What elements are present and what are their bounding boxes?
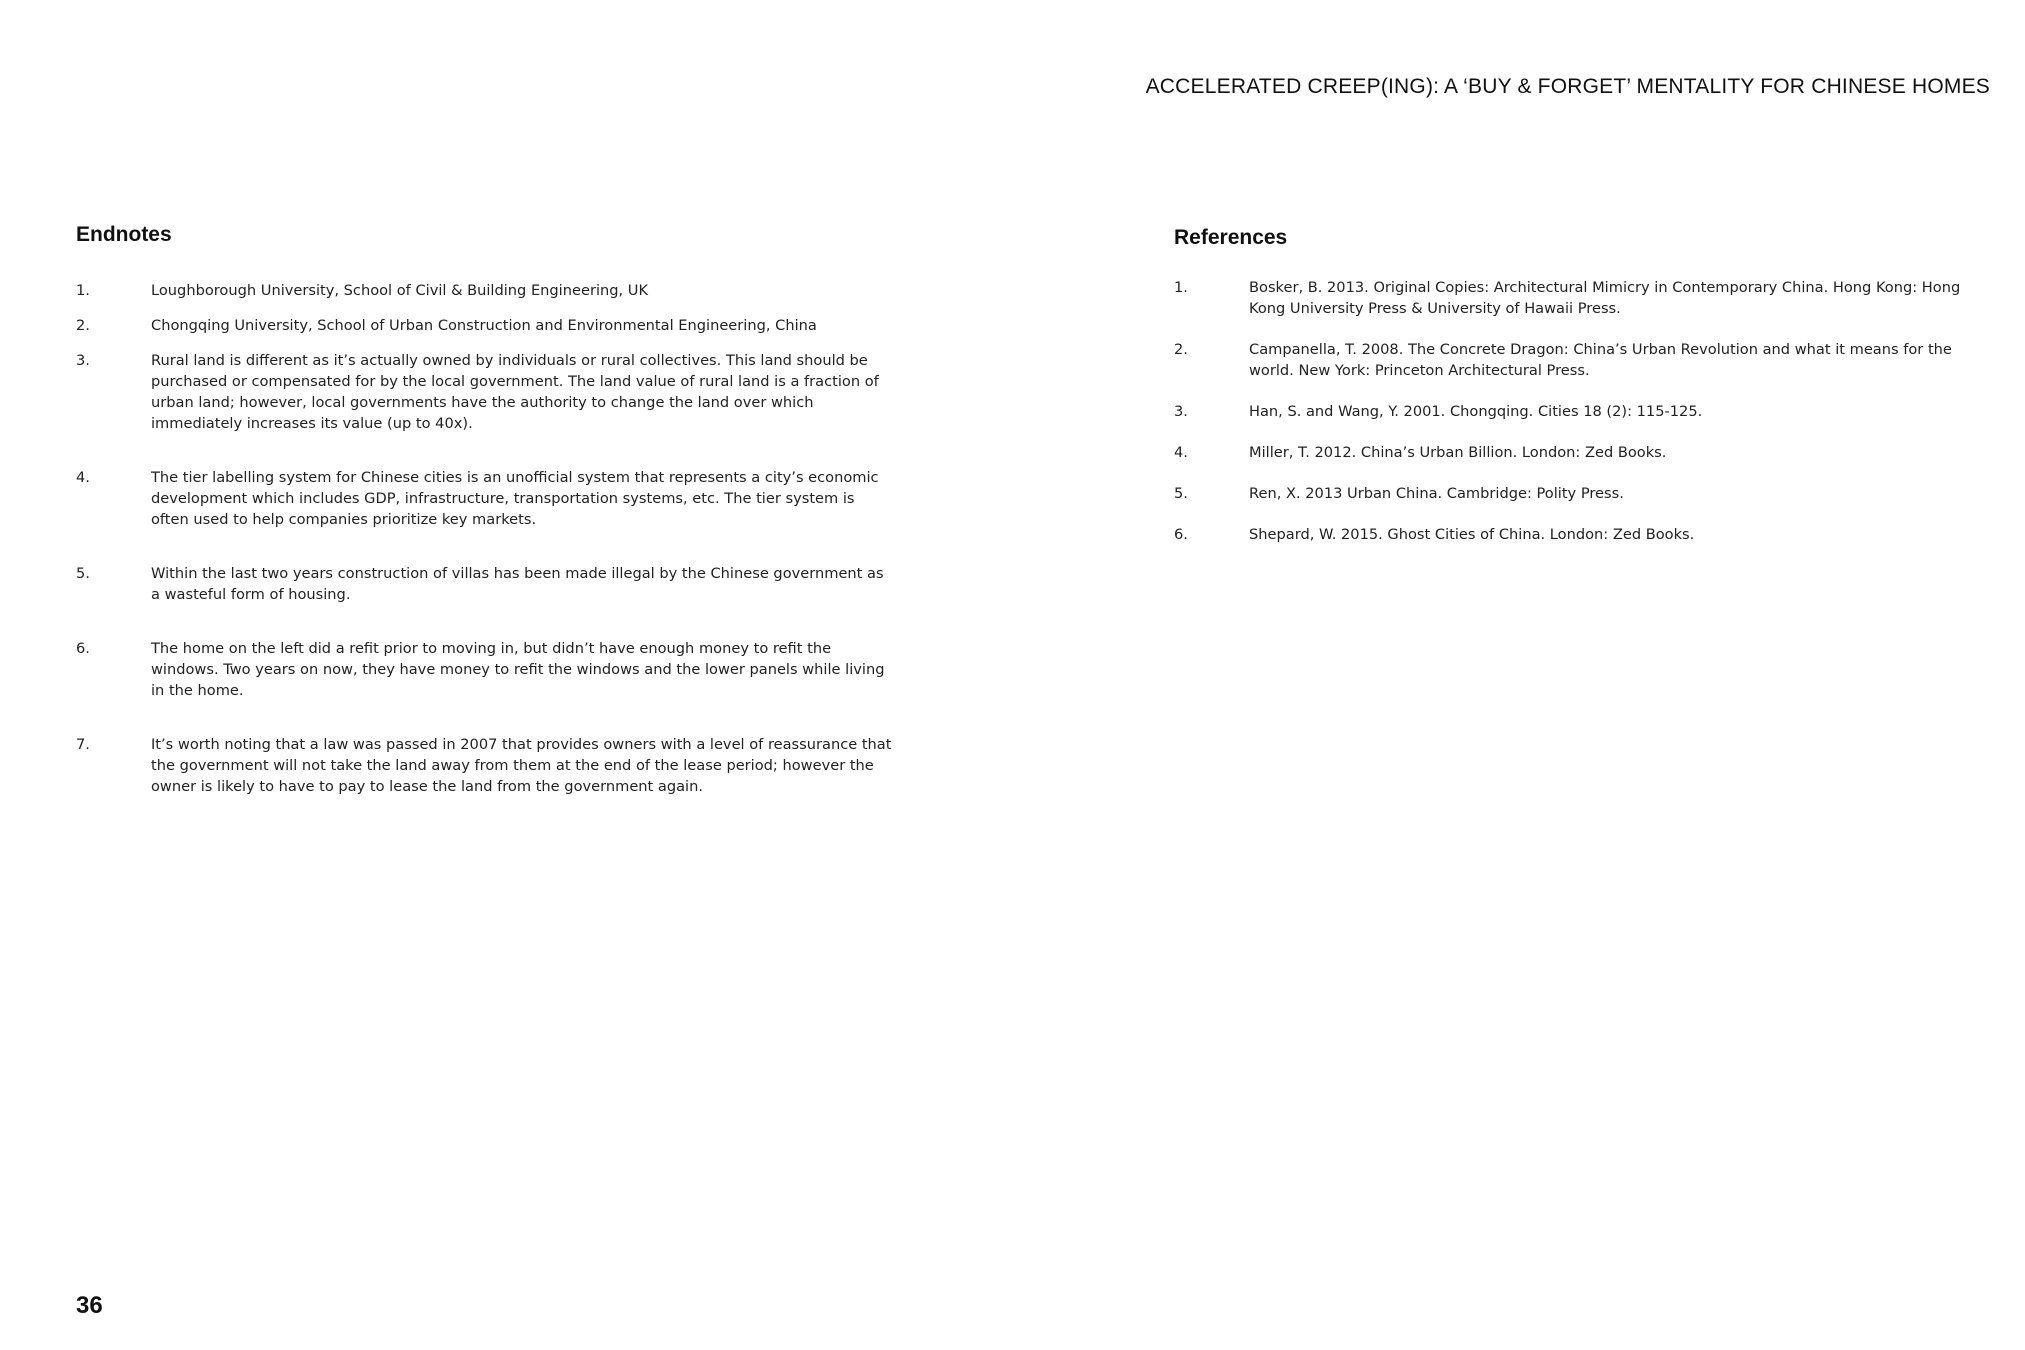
- endnote-item: [76, 638, 896, 701]
- reference-text: Bosker, B. 2013. Original Copies: Architectural Mimicry in Contemporary China. Hong Kong: Hong Kong University Press & University of Hawaii Press.: [1249, 279, 1961, 317]
- reference-number: 2.: [1174, 341, 1188, 358]
- endnote-item: [76, 734, 896, 797]
- reference-number: 3.: [1174, 403, 1188, 420]
- endnote-text: Within the last two years construction of villas has been made illegal by the Chinese government as a wasteful form of housing.: [151, 565, 884, 603]
- endnote-number: 5.: [76, 565, 90, 582]
- endnote-number: 3.: [76, 352, 90, 369]
- endnote-text: The tier labelling system for Chinese cities is an unofficial system that represents a city’s economic development which includes GDP, infrastructure, transportation systems, etc. The tier system is often used to help companies prioritize key markets.: [151, 469, 879, 528]
- reference-item: [1174, 524, 1974, 545]
- endnote-text: Loughborough University, School of Civil & Building Engineering, UK: [151, 282, 649, 299]
- reference-text: Miller, T. 2012. China’s Urban Billion. London: Zed Books.: [1249, 444, 1667, 461]
- endnote-number: 6.: [76, 640, 90, 657]
- reference-item: [1174, 401, 1974, 422]
- page-number: 36: [76, 1292, 103, 1319]
- endnotes-list: [76, 280, 896, 830]
- reference-number: 5.: [1174, 485, 1188, 502]
- reference-number: 4.: [1174, 444, 1188, 461]
- reference-item: [1174, 339, 1974, 381]
- reference-number: 1.: [1174, 279, 1188, 296]
- endnotes-heading: Endnotes: [76, 223, 172, 246]
- references-list: [1174, 277, 1974, 565]
- references-heading: References: [1174, 226, 1288, 249]
- endnote-item: [76, 563, 896, 605]
- reference-text: Han, S. and Wang, Y. 2001. Chongqing. Cities 18 (2): 115-125.: [1249, 403, 1703, 420]
- endnote-text: Rural land is different as it’s actually owned by individuals or rural collectives. This land should be purchased or compensated for by the local government. The land value of rural land is a fraction of urban land; however, local governments have the authority to change the land over which immediately increases its value (up to 40x).: [151, 352, 879, 432]
- reference-text: Ren, X. 2013 Urban China. Cambridge: Polity Press.: [1249, 485, 1624, 502]
- endnote-item: [76, 280, 896, 301]
- endnote-number: 4.: [76, 469, 90, 486]
- reference-item: [1174, 442, 1974, 463]
- reference-item: [1174, 277, 1974, 319]
- endnote-item: [76, 467, 896, 530]
- reference-item: [1174, 483, 1974, 504]
- endnote-item: [76, 350, 896, 434]
- reference-text: Shepard, W. 2015. Ghost Cities of China. London: Zed Books.: [1249, 526, 1695, 543]
- endnote-text: It’s worth noting that a law was passed in 2007 that provides owners with a level of reassurance that the government will not take the land away from them at the end of the lease period; however the owner is likely to have to pay to lease the land from the government again.: [151, 736, 892, 795]
- reference-text: Campanella, T. 2008. The Concrete Dragon: China’s Urban Revolution and what it means for the world. New York: Princeton Architectural Press.: [1249, 341, 1952, 379]
- endnote-number: 1.: [76, 282, 90, 299]
- endnote-text: Chongqing University, School of Urban Construction and Environmental Engineering, China: [151, 317, 817, 334]
- endnote-item: [76, 315, 896, 336]
- endnote-number: 2.: [76, 317, 90, 334]
- running-header: ACCELERATED CREEP(ING): A ‘BUY & FORGET’ MENTALITY FOR CHINESE HOMES: [1145, 75, 1990, 98]
- endnote-text: The home on the left did a refit prior to moving in, but didn’t have enough money to refit the windows. Two years on now, they have money to refit the windows and the lower panels while living in the home.: [151, 640, 885, 699]
- endnote-number: 7.: [76, 736, 90, 753]
- reference-number: 6.: [1174, 526, 1188, 543]
